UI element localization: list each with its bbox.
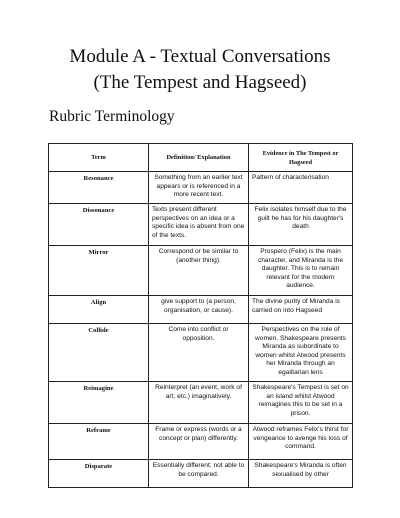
term-cell: Mirror [49, 246, 149, 296]
term-cell: Reimagine [49, 382, 149, 424]
table-row [49, 324, 353, 382]
table-row [49, 172, 353, 204]
table-row [49, 204, 353, 246]
table-row [49, 382, 353, 424]
evidence-cell: Prospero (Felix) is the main character, and Miranda is the daughter. This is to remain relevant for the modern audience. [249, 246, 353, 296]
table-row [49, 424, 353, 460]
term-cell: Disparate [49, 460, 149, 488]
evidence-cell: The divine purity of Miranda is carried on into Hagseed [249, 296, 353, 324]
evidence-cell: Shakespeare's Miranda is often sexualised by other [249, 460, 353, 488]
evidence-cell: Felix isolates himself due to the guilt he has for his daughter's death [249, 204, 353, 246]
header-definition: Definition/ Explanation [149, 144, 249, 172]
page-title-line-1: Module A - Textual Conversations [69, 46, 331, 67]
definition-cell: Essentially different; not able to be compared. [149, 460, 249, 488]
definition-cell: Frame or express (words or a concept or plan) differently. [149, 424, 249, 460]
definition-cell: Come into conflict or opposition. [149, 324, 249, 382]
definition-cell: Texts present different perspectives on an idea or a specific idea is absent from one of the texts. [149, 204, 249, 246]
table-row [49, 460, 353, 488]
header-evidence: Evidence in The Tempest or Hagseed [249, 144, 353, 172]
evidence-cell: Shakespeare's Tempest is set on an island whilst Atwood reimagines this to be set in a prison. [249, 382, 353, 424]
term-cell: Reframe [49, 424, 149, 460]
definition-cell: Something from an earlier text appears or is referenced in a more recent text. [149, 172, 249, 204]
term-cell: Align [49, 296, 149, 324]
rubric-table [48, 143, 353, 488]
definition-cell: give support to (a person, organisation, or cause). [149, 296, 249, 324]
header-term: Term [49, 144, 149, 172]
definition-cell: Reinterpret (an event, work of art, etc.) imaginatively. [149, 382, 249, 424]
page-title-line-2: (The Tempest and Hagseed) [93, 72, 307, 93]
term-cell: Dissonance [49, 204, 149, 246]
term-cell: Collide [49, 324, 149, 382]
section-heading: Rubric Terminology [49, 108, 175, 125]
term-cell: Resonance [49, 172, 149, 204]
table-row [49, 296, 353, 324]
table-header-row [49, 144, 353, 172]
evidence-cell: Atwood reframes Felix's thirst for vengeance to avenge his loss of command. [249, 424, 353, 460]
table-row [49, 246, 353, 296]
definition-cell: Correspond or be similar to (another thing). [149, 246, 249, 296]
evidence-cell: Pattern of characterisation [249, 172, 353, 204]
evidence-cell: Perspectives on the role of women. Shakespeare presents Miranda as subordinate to women whilst Atwood presents her Miranda through an egalitarian lens [249, 324, 353, 382]
page-title [0, 44, 400, 96]
